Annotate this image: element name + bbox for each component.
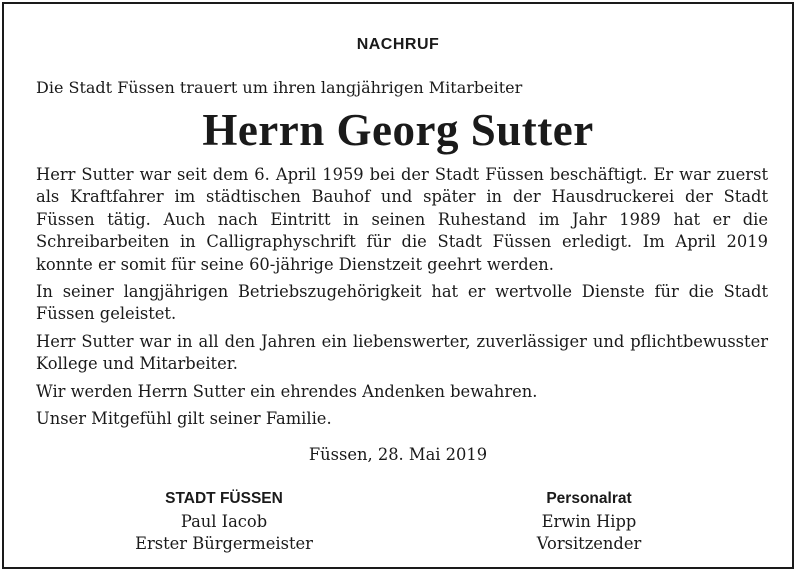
signer-city	[99, 488, 349, 556]
intro-line: Die Stadt Füssen trauert um ihren langjährigen Mitarbeiter	[36, 78, 523, 97]
deceased-name: Herrn Georg Sutter	[202, 105, 594, 155]
notice-body	[36, 164, 768, 435]
notice-heading: NACHRUF	[356, 36, 440, 53]
signer-role: Vorsitzender	[536, 534, 642, 553]
signer-organization: Personalrat	[546, 490, 632, 507]
signer-name: Erwin Hipp	[541, 511, 637, 531]
body-paragraph: In seiner langjährigen Betriebszugehörigkeit hat er wertvolle Dienste für die Stadt Füssen geleistet.	[36, 282, 768, 324]
signer-role: Erster Bürgermeister	[135, 534, 313, 553]
body-paragraph: Herr Sutter war seit dem 6. April 1959 bei der Stadt Füssen beschäftigt. Er war zuerst als Kraftfahrer im städtischen Bauhof und später in der Hausdruckerei der Stadt Füssen tätig. Auch nach Eintritt in seinen Ruhestand im Jahr 1989 hat er die Schreibarbeiten in Calligraphyschrift für die Stadt Füssen erledigt. Im April 2019 konnte er somit für seine 60-jährige Dienstzeit geehrt werden.	[36, 165, 768, 274]
body-paragraph: Herr Sutter war in all den Jahren ein liebenswerter, zuverlässiger und pflichtbewusster Kollege und Mitarbeiter.	[36, 331, 768, 374]
obituary-notice	[2, 2, 794, 569]
signer-organization: STADT FÜSSEN	[165, 490, 283, 507]
body-paragraph: Unser Mitgefühl gilt seiner Familie.	[36, 409, 332, 429]
signer-name: Paul Iacob	[180, 511, 268, 531]
signer-staff-council	[464, 488, 714, 556]
place-and-date: Füssen, 28. Mai 2019	[308, 445, 488, 464]
body-paragraph: Wir werden Herrn Sutter ein ehrendes Andenken bewahren.	[36, 381, 538, 401]
